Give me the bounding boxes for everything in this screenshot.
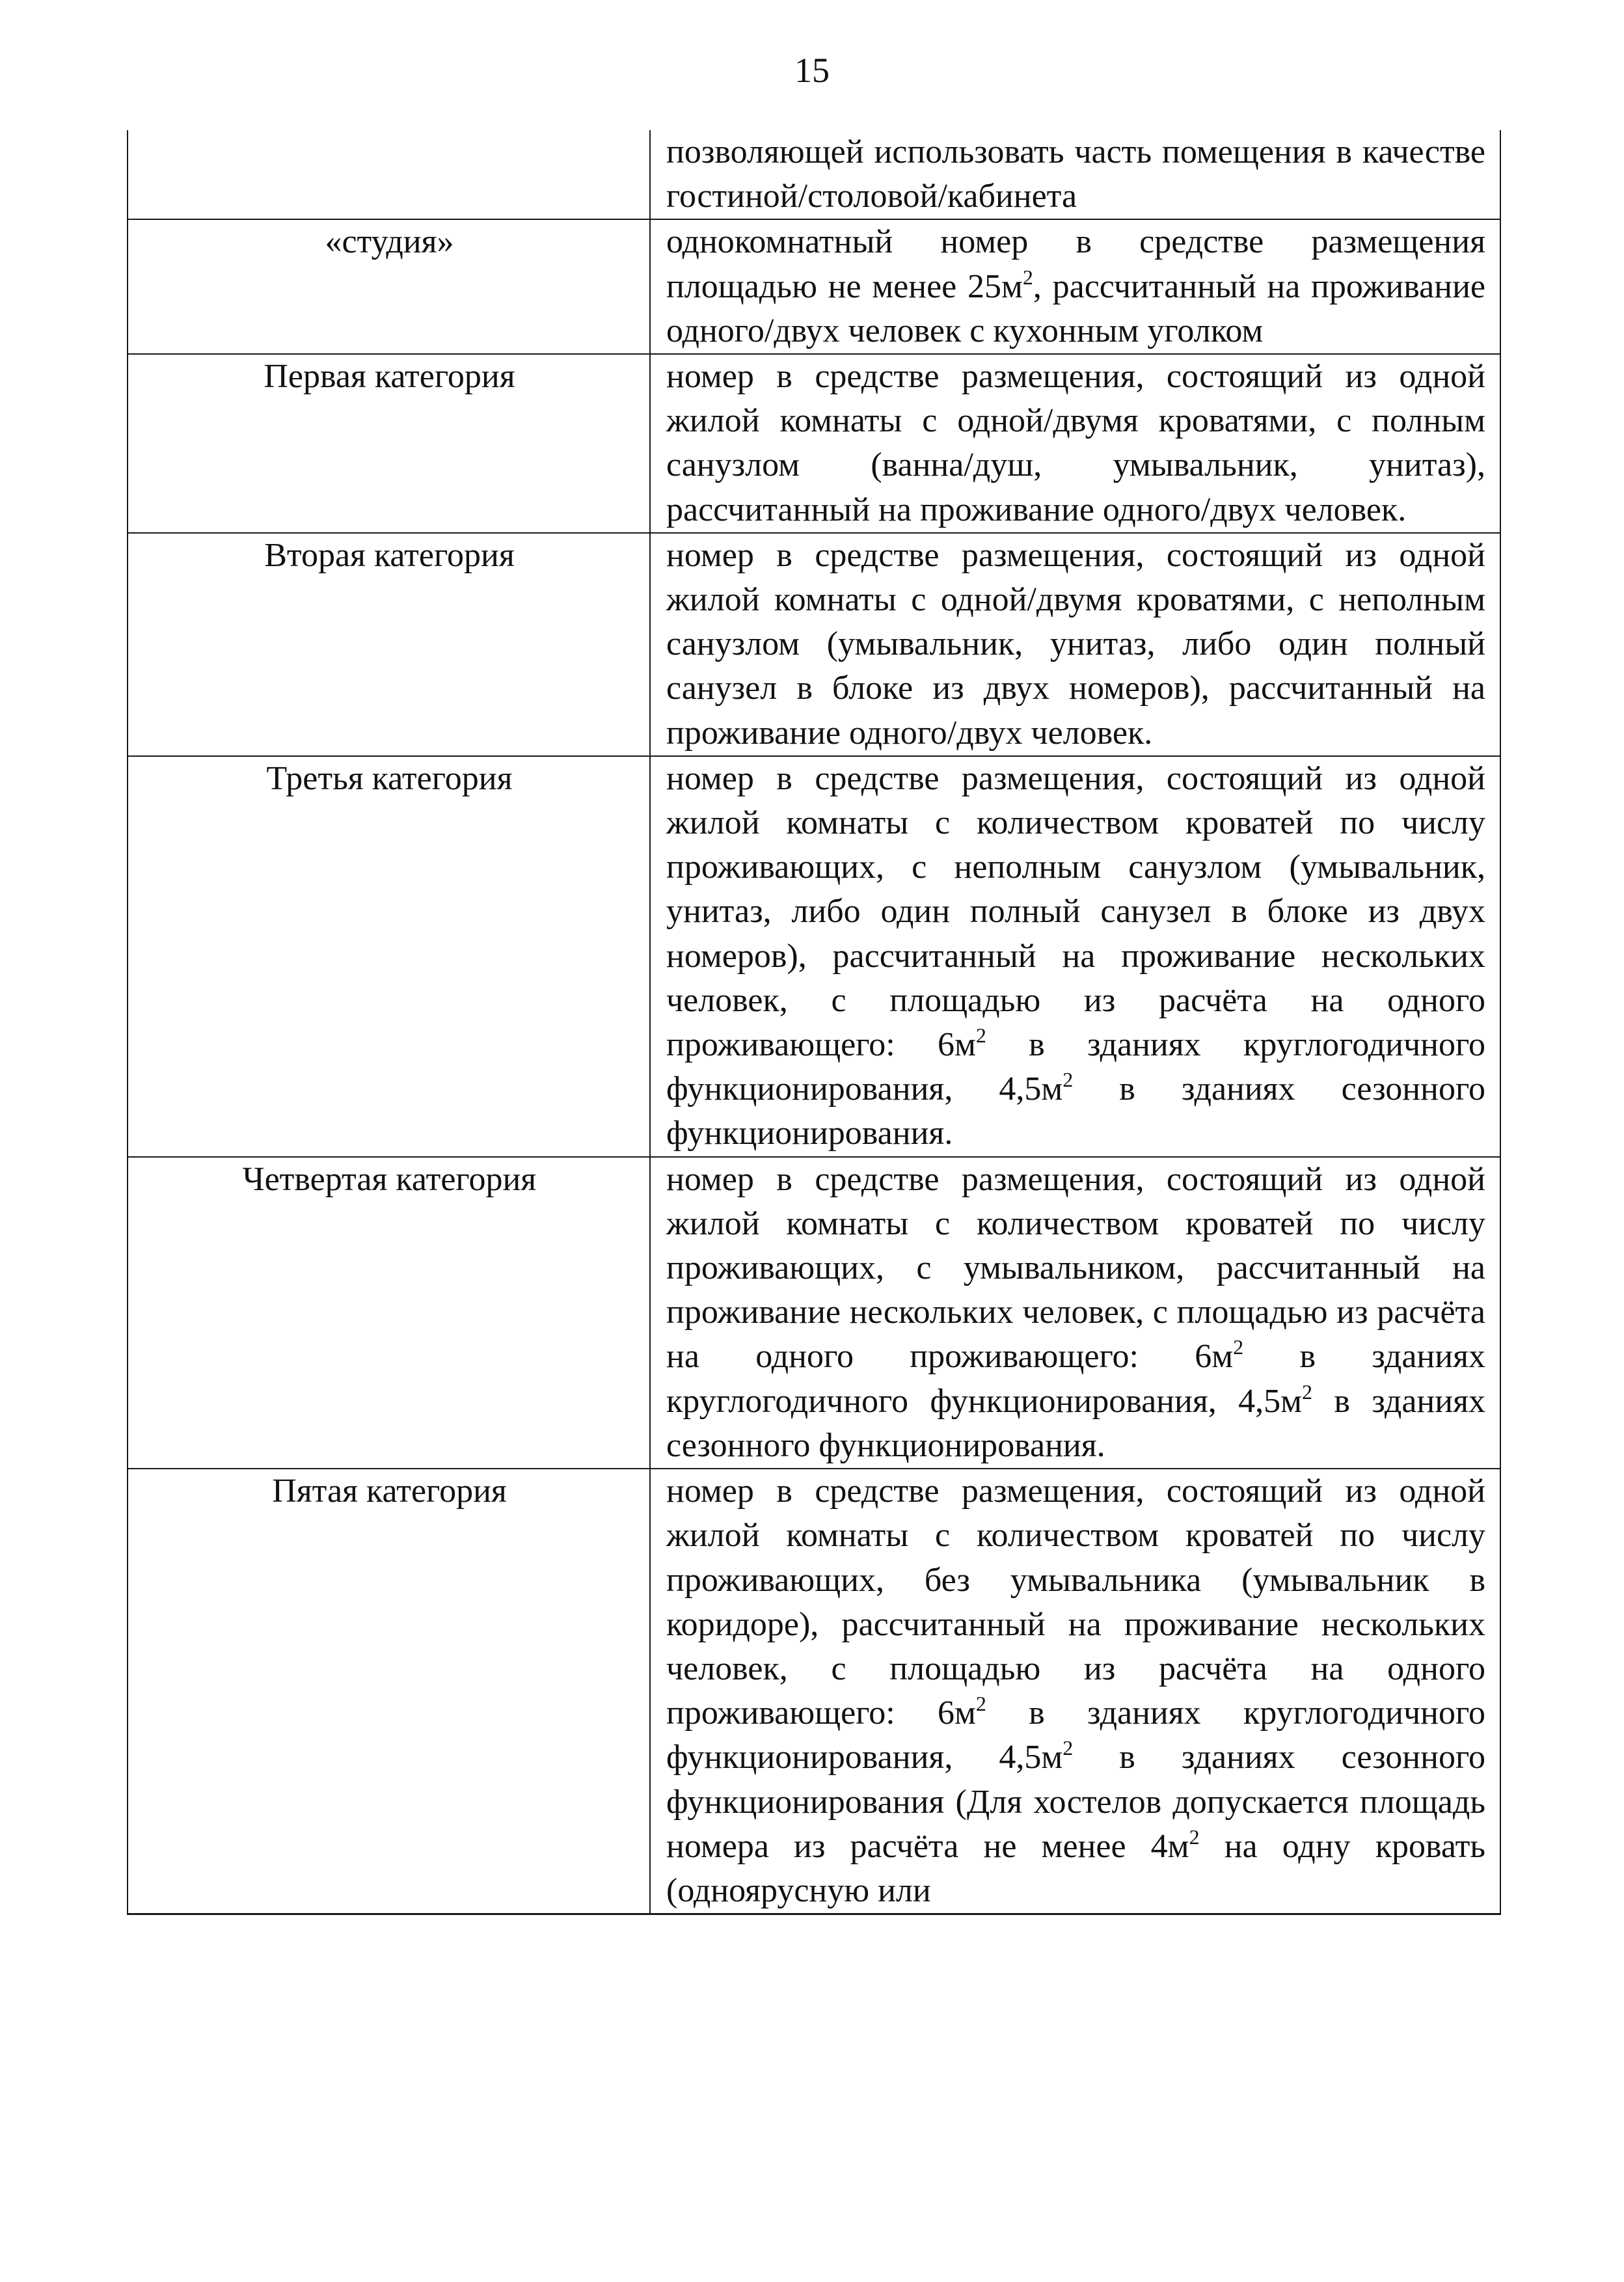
description-text: в зданиях круглогодичного функционирования, 4,5м bbox=[666, 1694, 1485, 1776]
description-text: в зданиях сезонного функционирования. bbox=[666, 1382, 1486, 1464]
category-cell: Вторая категория bbox=[128, 533, 650, 756]
description-text: в зданиях сезонного функционирования. bbox=[666, 1070, 1485, 1152]
table-row bbox=[128, 130, 1500, 219]
superscript: 2 bbox=[975, 1692, 986, 1716]
table-row bbox=[128, 1157, 1500, 1469]
category-cell: Третья категория bbox=[128, 756, 650, 1157]
table-row bbox=[128, 354, 1500, 533]
description-text: на одну кровать (одноярусную или bbox=[666, 1827, 1486, 1909]
page-number: 15 bbox=[794, 51, 830, 90]
description-text: однокомнатный номер в средстве размещения площадью не менее 25м bbox=[666, 223, 1485, 305]
category-cell: Первая категория bbox=[128, 354, 650, 533]
category-cell bbox=[128, 130, 650, 219]
description-cell: позволяющей использовать часть помещения в качестве гостиной/столовой/кабинета bbox=[650, 130, 1500, 219]
description-text: номер в средстве размещения, состоящий из одной жилой комнаты с количеством кроватей по числу проживающих, с неполным санузлом (умывальник, унитаз, либо один полный санузел в блоке из двух номеров), рассчитанный на проживание нескольких человек, с площадью из расчёта на одного проживающего: 6м bbox=[666, 759, 1485, 1064]
description-cell: номер в средстве размещения, состоящий из одной жилой комнаты с одной/двумя кроватями, с полным санузлом (ванна/душ, умывальник, унитаз), рассчитанный на проживание одного/двух человек. bbox=[650, 354, 1500, 533]
superscript: 2 bbox=[1062, 1068, 1074, 1092]
description-cell: номер в средстве размещения, состоящий из одной жилой комнаты с одной/двумя кроватями, с неполным санузлом (умывальник, унитаз, либо один полный санузел в блоке из двух номеров), рассчитанный на проживание одного/двух человек. bbox=[650, 533, 1500, 756]
description-cell bbox=[650, 756, 1500, 1157]
category-cell: «студия» bbox=[128, 219, 650, 354]
table-row bbox=[128, 756, 1500, 1157]
superscript: 2 bbox=[1233, 1335, 1244, 1359]
description-text: в зданиях круглогодичного функционирования, 4,5м bbox=[666, 1026, 1485, 1108]
description-cell bbox=[650, 1157, 1500, 1469]
description-text: в зданиях сезонного функционирования (Для хостелов допускается площадь номера из расчёта не менее 4м bbox=[666, 1739, 1485, 1865]
description-cell bbox=[650, 219, 1500, 354]
table-row bbox=[128, 533, 1500, 756]
category-cell: Пятая категория bbox=[128, 1469, 650, 1914]
superscript: 2 bbox=[1062, 1736, 1074, 1760]
description-cell bbox=[650, 1469, 1500, 1914]
description-text: номер в средстве размещения, состоящий из одной жилой комнаты с количеством кроватей по числу проживающих, с умывальником, рассчитанный на проживание нескольких человек, с площадью из расчёта на одного проживающего: 6м bbox=[666, 1160, 1485, 1376]
room-category-table bbox=[127, 130, 1501, 1915]
description-text: , рассчитанный на проживание одного/двух человек с кухонным уголком bbox=[666, 267, 1485, 349]
description-text: номер в средстве размещения, состоящий из одной жилой комнаты с количеством кроватей по числу проживающих, без умывальника (умывальник в коридоре), рассчитанный на проживание нескольких человек, с площадью из расчёта на одного проживающего: 6м bbox=[666, 1473, 1485, 1732]
table-row bbox=[128, 1469, 1500, 1914]
superscript: 2 bbox=[1022, 265, 1033, 289]
superscript: 2 bbox=[1189, 1825, 1200, 1849]
description-text: в зданиях круглогодичного функционирования, 4,5м bbox=[666, 1338, 1485, 1420]
table-row bbox=[128, 219, 1500, 354]
superscript: 2 bbox=[1302, 1379, 1313, 1404]
category-cell: Четвертая категория bbox=[128, 1157, 650, 1469]
superscript: 2 bbox=[975, 1024, 986, 1048]
